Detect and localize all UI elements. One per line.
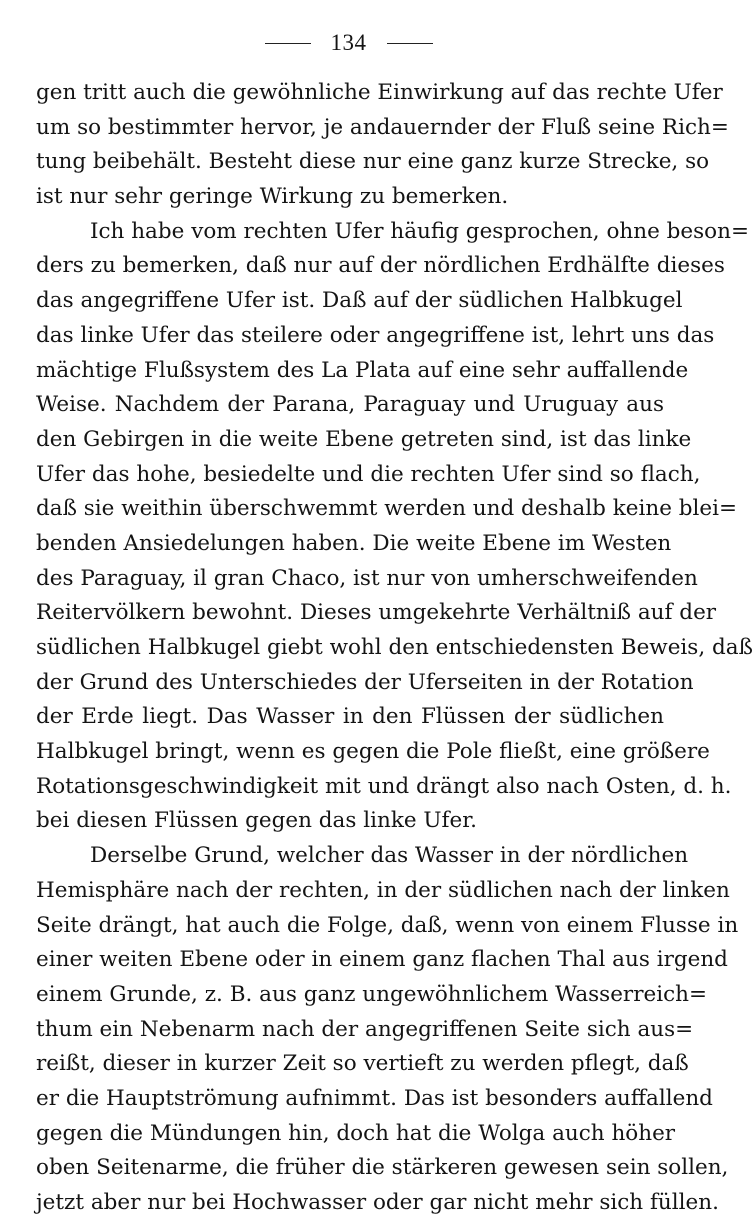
- text-line: einem Grunde, z. B. aus ganz ungewöhnlichem Wasserreich=: [36, 981, 707, 1007]
- text-line: thum ein Nebenarm nach der angegriffenen Seite sich aus=: [36, 1016, 694, 1042]
- paragraph-3: [36, 839, 739, 1221]
- text-line: das linke Ufer das steilere oder angegriffene ist, lehrt uns das: [36, 322, 715, 348]
- body-text: [36, 76, 753, 1221]
- text-line: der Erde liegt. Das Wasser in den Flüssen der südlichen: [36, 704, 664, 730]
- text-line: den Gebirgen in die weite Ebene getreten sind, ist das linke: [36, 426, 692, 452]
- text-line: gen tritt auch die gewöhnliche Einwirkung auf das rechte Ufer: [36, 80, 723, 105]
- text-line: südlichen Halbkugel giebt wohl den entschiedensten Beweis, daß: [36, 635, 753, 660]
- text-line: Ich habe vom rechten Ufer häufig gesprochen, ohne beson=: [90, 218, 749, 244]
- text-line: Seite drängt, hat auch die Folge, daß, wenn von einem Flusse in: [36, 912, 739, 938]
- text-line: benden Ansiedelungen haben. Die weite Ebene im Westen: [36, 530, 672, 556]
- page-number: 134: [330, 30, 367, 55]
- header-rule-right: [387, 43, 433, 44]
- paragraph-2: [36, 215, 753, 839]
- text-line: Hemisphäre nach der rechten, in der südlichen nach der linken: [36, 877, 730, 903]
- text-line: ders zu bemerken, daß nur auf der nördlichen Erdhälfte dieses: [36, 253, 725, 279]
- text-line: Ufer das hohe, besiedelte und die rechten Ufer sind so flach,: [36, 461, 701, 487]
- text-line: Weise. Nachdem der Parana, Paraguay und Uruguay aus: [36, 392, 664, 418]
- text-line: daß sie weithin überschwemmt werden und deshalb keine blei=: [36, 496, 738, 522]
- text-line: der Grund des Unterschiedes der Uferseiten in der Rotation: [36, 669, 694, 695]
- text-line: um so bestimmter hervor, je andauernder der Fluß seine Rich=: [36, 114, 729, 140]
- text-line: er die Hauptströmung aufnimmt. Das ist besonders auffallend: [36, 1085, 713, 1111]
- text-line: mächtige Flußsystem des La Plata auf eine sehr auffallende: [36, 357, 689, 383]
- text-line: ist nur sehr geringe Wirkung zu bemerken.: [36, 184, 509, 210]
- text-line: jetzt aber nur bei Hochwasser oder gar nicht mehr sich füllen.: [36, 1190, 719, 1215]
- text-line: das angegriffene Ufer ist. Daß auf der südlichen Halbkugel: [36, 288, 683, 314]
- header-rule-left: [265, 43, 311, 44]
- page-header: [0, 28, 697, 58]
- text-line: einer weiten Ebene oder in einem ganz flachen Thal aus irgend: [36, 947, 728, 973]
- text-line: Halbkugel bringt, wenn es gegen die Pole fließt, eine größere: [36, 739, 710, 765]
- text-line: Rotationsgeschwindigkeit mit und drängt also nach Osten, d. h.: [36, 773, 732, 799]
- text-line: bei diesen Flüssen gegen das linke Ufer.: [36, 808, 477, 834]
- text-line: gegen die Mündungen hin, doch hat die Wolga auch höher: [36, 1120, 676, 1146]
- text-line: Reitervölkern bewohnt. Dieses umgekehrte Verhältniß auf der: [36, 600, 717, 626]
- text-line: tung beibehält. Besteht diese nur eine ganz kurze Strecke, so: [36, 149, 710, 175]
- text-line: Derselbe Grund, welcher das Wasser in der nördlichen: [90, 843, 689, 869]
- paragraph-1: [36, 76, 729, 215]
- text-line: des Paraguay, il gran Chaco, ist nur von umherschweifenden: [36, 565, 698, 591]
- text-line: oben Seitenarme, die früher die stärkeren gewesen sein sollen,: [36, 1155, 729, 1181]
- text-line: reißt, dieser in kurzer Zeit so vertieft zu werden pflegt, daß: [36, 1051, 689, 1077]
